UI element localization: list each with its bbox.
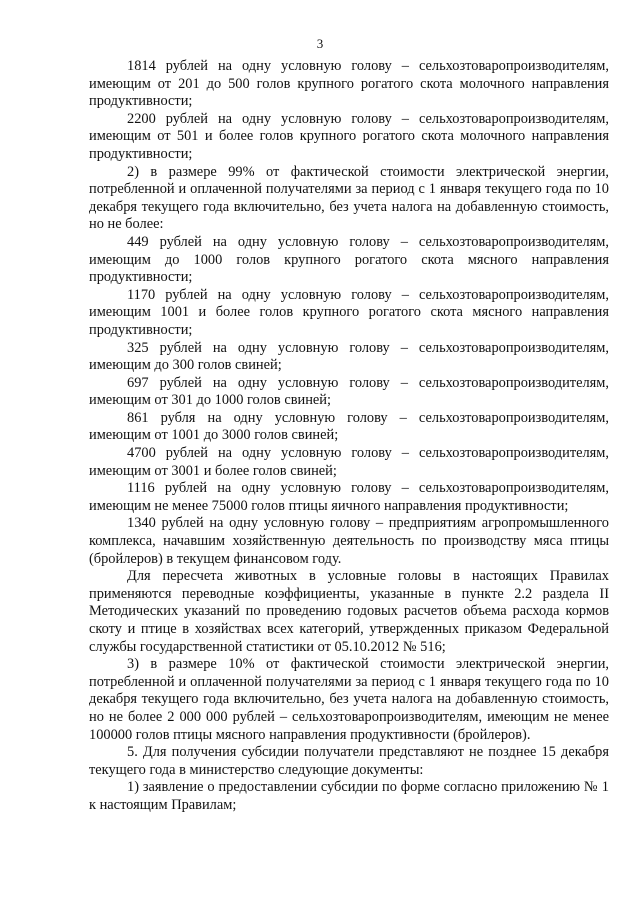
paragraph-section-5: 5. Для получения субсидии получатели представляют не позднее 15 декабря текущего года в министерство следующие документы: bbox=[89, 744, 609, 778]
paragraph-1340-rubles: 1340 рублей на одну условную голову – предприятиям агропромышленного комплекса, начавшим хозяйственную деятельность по производству мяса птицы (бройлеров) в текущем финансовом году. bbox=[89, 515, 609, 567]
paragraph-subitem-1: 1) заявление о предоставлении субсидии по форме согласно приложению № 1 к настоящим Правилам; bbox=[89, 779, 609, 813]
paragraph-1170-rubles: 1170 рублей на одну условную голову – сельхозтоваропроизводителям, имеющим 1001 и более голов крупного рогатого скота мясного направления продуктивности; bbox=[89, 286, 609, 338]
paragraph-1116-rubles: 1116 рублей на одну условную голову – сельхозтоваропроизводителям, имеющим не менее 75000 голов птицы яичного направления продуктивности; bbox=[89, 480, 609, 514]
paragraph-449-rubles: 449 рублей на одну условную голову – сельхозтоваропроизводителям, имеющим до 1000 голов крупного рогатого скота мясного направления продуктивности; bbox=[89, 233, 609, 286]
paragraph-2200-rubles: 2200 рублей на одну условную голову – сельхозтоваропроизводителям, имеющим от 501 и более голов крупного рогатого скота молочного направления продуктивности; bbox=[89, 110, 609, 162]
paragraph-item-3: 3) в размере 10% от фактической стоимости электрической энергии, потребленной и оплаченной получателями за период с 1 января текущего года по 10 декабря текущего года включительно, без учета налога на добавленную стоимость, но не более 2 000 000 рублей – сельхозтоваропроизводителям, имеющим не менее 100000 голов птицы мясного направления продуктивности (бройлеров). bbox=[89, 656, 609, 743]
document-body bbox=[89, 58, 609, 815]
page-number: 3 bbox=[316, 36, 324, 51]
paragraph-conversion-coefficients: Для пересчета животных в условные головы в настоящих Правилах применяются переводные коэффициенты, указанные в пункте 2.2 раздела II Методических указаний по проведению годовых расчетов объема расхода кормов скоту и птице в хозяйствах всех категорий, утвержденных приказом Федеральной службы государственной статистики от 05.10.2012 № 516; bbox=[89, 568, 609, 655]
paragraph-1814-rubles: 1814 рублей на одну условную голову – сельхозтоваропроизводителям, имеющим от 201 до 500 голов крупного рогатого скота молочного направления продуктивности; bbox=[89, 58, 609, 110]
paragraph-697-rubles: 697 рублей на одну условную голову – сельхозтоваропроизводителям, имеющим от 301 до 1000 голов свиней; bbox=[89, 374, 609, 409]
paragraph-4700-rubles: 4700 рублей на одну условную голову – сельхозтоваропроизводителям, имеющим от 3001 и более голов свиней; bbox=[89, 445, 609, 479]
paragraph-item-2: 2) в размере 99% от фактической стоимости электрической энергии, потребленной и оплаченной получателями за период с 1 января текущего года по 10 декабря текущего года включительно, без учета налога на добавленную стоимость, но не более: bbox=[89, 163, 609, 233]
paragraph-325-rubles: 325 рублей на одну условную голову – сельхозтоваропроизводителям, имеющим до 300 голов свиней; bbox=[89, 339, 609, 374]
paragraph-861-rubles: 861 рубля на одну условную голову – сельхозтоваропроизводителям, имеющим от 1001 до 3000 голов свиней; bbox=[89, 409, 609, 444]
